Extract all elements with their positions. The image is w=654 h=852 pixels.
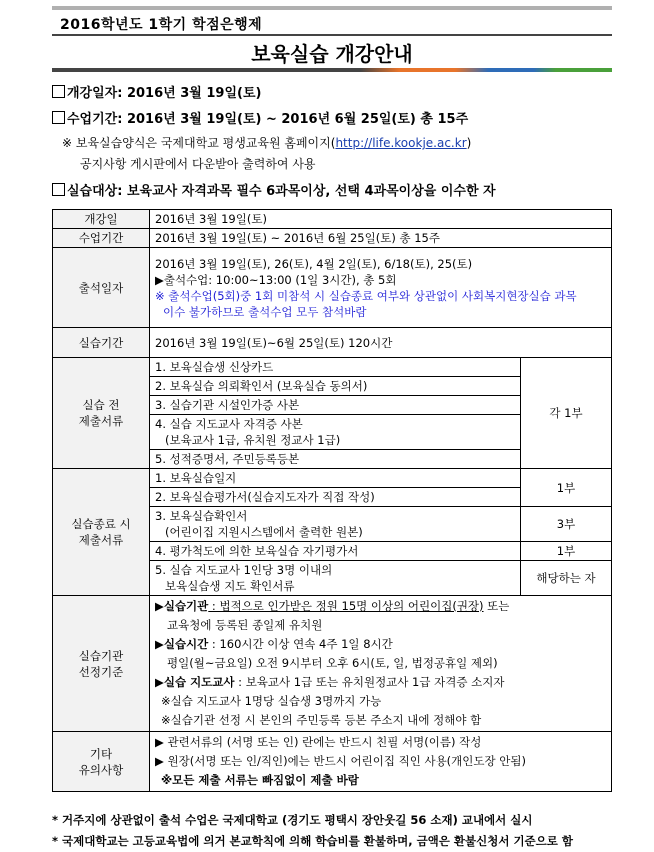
list-item-line: 3. 보육실습확인서 (155, 509, 248, 523)
checkbox-icon (52, 85, 65, 98)
criteria-text: 평일(월~금요일) 오전 9시부터 오후 6시(토, 일, 법정공휴일 제외) (167, 656, 498, 670)
table-row (53, 596, 612, 732)
criteria-text: 교육청에 등록된 종일제 유치원 (167, 618, 323, 632)
list-item (150, 561, 521, 596)
document-subtitle: 2016학년도 1학기 학점은행제 (60, 17, 263, 33)
list-item (150, 415, 521, 450)
row-header: 실습기간 (53, 328, 150, 358)
row-header (53, 596, 150, 732)
list-item: 3. 실습기관 시설인가증 사본 (150, 396, 521, 415)
criteria-text: : 160시간 이상 연속 4주 1일 8시간 (208, 637, 393, 651)
notice-item: ▶ 관련서류의 (서명 또는 인) 란에는 반드시 친필 서명(이름) 작성 (155, 735, 482, 749)
criteria-note: ※실습기관 선정 시 본인의 주민등록 등본 주소지 내에 정해야 함 (161, 713, 482, 727)
count-cell: 1부 (521, 469, 612, 507)
table-row (53, 229, 612, 248)
row-header: 수업기간 (53, 229, 150, 248)
table-row (53, 248, 612, 328)
class-period-text: 수업기간: 2016년 3월 19일(토) ~ 2016년 6월 25일(토) 총 15주 (67, 112, 469, 127)
criteria-teacher (155, 673, 606, 692)
attend-dates: 2016년 3월 19일(토), 26(토), 4월 2일(토), 6/18(토), 25(토) (155, 256, 473, 271)
criteria-hours (155, 635, 606, 654)
list-item: 1. 보육실습일지 (150, 469, 521, 488)
row-header-line: 기타 (89, 746, 113, 761)
attend-schedule: ▶출석수업: 10:00~13:00 (1일 3시간), 총 5회 (155, 272, 397, 287)
class-period-line (52, 108, 468, 127)
criteria-note: ※실습 지도교사 1명당 실습생 3명까지 가능 (161, 694, 382, 708)
table-cell (150, 732, 612, 792)
row-header: 출석일자 (53, 248, 150, 328)
row-header (53, 469, 150, 596)
attend-warning: ※ 출석수업(5회)중 1회 미참석 시 실습종료 여부와 상관없이 사회복지현장실습 과목 (155, 288, 577, 303)
footer-note-1: * 거주지에 상관없이 출석 수업은 국제대학교 (경기도 평택시 장안웃길 56 소재) 교내에서 실시 (52, 813, 533, 827)
table-cell: 2016년 3월 19일(토)~6월 25일(토) 120시간 (150, 328, 612, 358)
list-item-line: (보육교사 1급, 유치원 정교사 1급) (165, 433, 341, 447)
table-cell (150, 596, 612, 732)
criteria-text: 또는 (483, 599, 510, 613)
checkbox-icon (52, 111, 65, 124)
criteria-text: : 보육교사 1급 또는 유치원정교사 1급 자격증 소지자 (234, 675, 505, 689)
list-item-line: 5. 실습 지도교사 1인당 3명 이내의 (155, 563, 333, 577)
criteria-text: : 법적으로 인가받은 정원 15명 이상의 어린이집(권장) (208, 599, 484, 613)
table-row (53, 358, 612, 377)
table-row (53, 469, 612, 488)
criteria-label: ▶실습기관 (155, 599, 209, 613)
notice-item: ▶ 원장(서명 또는 인/직인)에는 반드시 어린이집 직인 사용(개인도장 안됨) (155, 754, 526, 768)
count-cell: 3부 (521, 507, 612, 542)
table-row (53, 328, 612, 358)
target-line (52, 180, 496, 199)
list-item: 5. 성적증명서, 주민등록등본 (150, 450, 521, 469)
row-header-line: 실습 전 (82, 398, 120, 412)
checkbox-icon (52, 183, 65, 196)
note-suffix: ) (466, 136, 472, 150)
row-header-line: 실습종료 시 (71, 517, 131, 531)
row-header: 개강일 (53, 210, 150, 229)
criteria-label: ▶실습 지도교사 (155, 675, 235, 689)
count-cell: 각 1부 (521, 358, 612, 469)
criteria-institution (155, 597, 606, 616)
form-note-line2: 공지사항 게시판에서 다운받아 출력하여 사용 (80, 157, 316, 171)
title-divider (52, 34, 612, 36)
list-item: 2. 보육실습 의뢰확인서 (보육실습 동의서) (150, 377, 521, 396)
row-header-line: 선정기준 (78, 664, 124, 679)
target-text: 실습대상: 보육교사 자격과목 필수 6과목이상, 선택 4과목이상을 이수한 자 (67, 184, 496, 199)
form-note (62, 134, 471, 151)
footer-note-2: * 국제대학교는 고등교육법에 의거 본교학칙에 의해 학습비를 환불하며, 금액은 환불신청서 기준으로 함 (52, 834, 573, 848)
open-date-line (52, 82, 261, 101)
open-date-text: 개강일자: 2016년 3월 19일(토) (67, 86, 262, 101)
info-table (52, 209, 612, 792)
count-cell: 1부 (521, 542, 612, 561)
notice-item: ※모든 제출 서류는 빠짐없이 제출 바람 (161, 773, 359, 787)
row-header-line: 실습기관 (78, 648, 124, 663)
document-title: 보육실습 개강안내 (251, 42, 413, 66)
criteria-label: ▶실습시간 (155, 637, 209, 651)
list-item (150, 507, 521, 542)
table-cell (150, 248, 612, 328)
homepage-link[interactable]: http://life.kookje.ac.kr (335, 136, 467, 150)
row-header-line: 제출서류 (78, 414, 124, 428)
table-row (53, 732, 612, 792)
row-header (53, 732, 150, 792)
top-divider (52, 6, 612, 10)
table-cell: 2016년 3월 19일(토) (150, 210, 612, 229)
list-item-line: (어린이집 지원시스템에서 출력한 원본) (165, 525, 363, 539)
attend-warning-2: 이수 불가하므로 출석수업 모두 참석바람 (163, 304, 367, 319)
color-divider (52, 68, 612, 72)
list-item-line: 4. 실습 지도교사 자격증 사본 (155, 417, 303, 431)
row-header-line: 제출서류 (78, 533, 124, 547)
list-item: 1. 보육실습생 신상카드 (150, 358, 521, 377)
row-header (53, 358, 150, 469)
note-prefix: ※ 보육실습양식은 국제대학교 평생교육원 홈페이지( (62, 136, 336, 150)
table-cell: 2016년 3월 19일(토) ~ 2016년 6월 25일(토) 총 15주 (150, 229, 612, 248)
count-cell: 해당하는 자 (521, 561, 612, 596)
list-item: 4. 평가척도에 의한 보육실습 자기평가서 (150, 542, 521, 561)
list-item: 2. 보육실습평가서(실습지도자가 직접 작성) (150, 488, 521, 507)
row-header-line: 유의사항 (78, 762, 124, 777)
list-item-line: 보육실습생 지도 확인서류 (165, 579, 295, 593)
table-row (53, 210, 612, 229)
